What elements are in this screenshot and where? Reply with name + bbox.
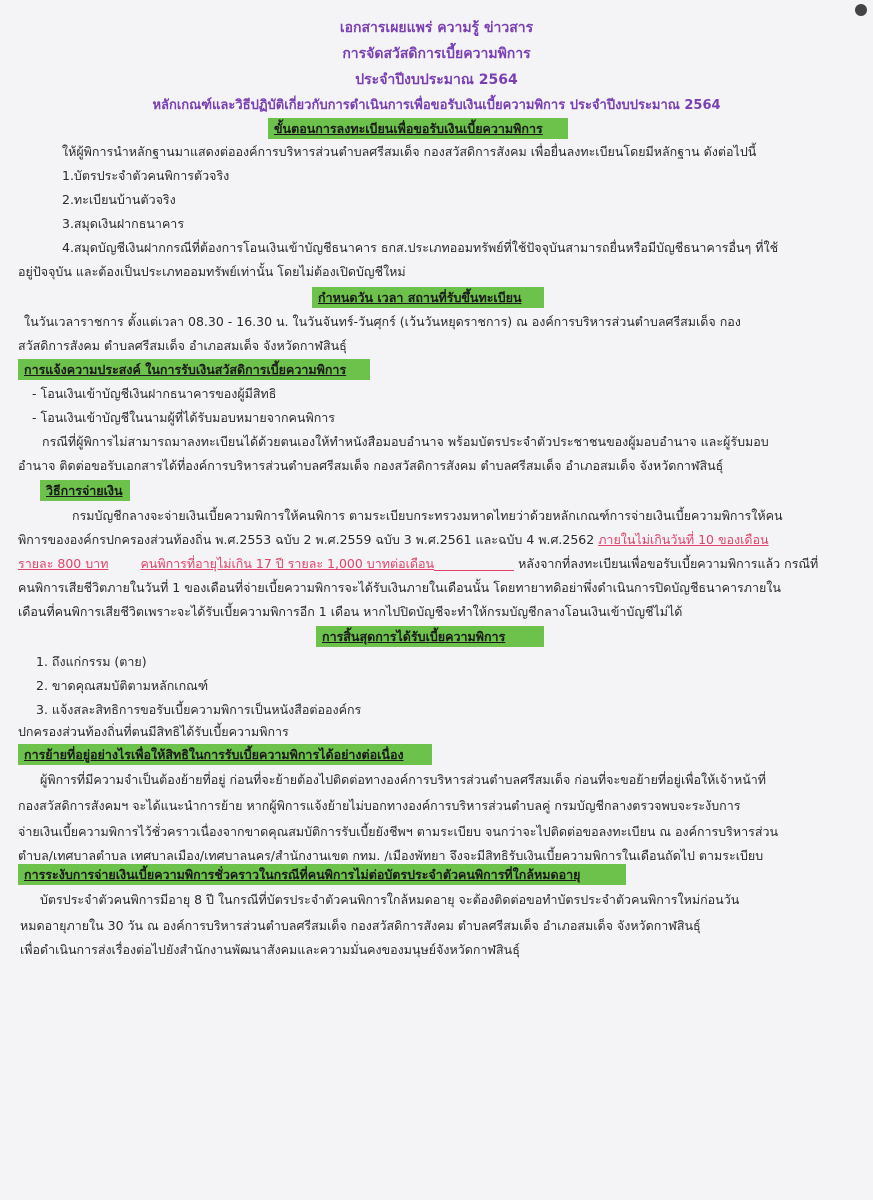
relocation-line-1: ผู้พิการที่มีความจำเป็นต้องย้ายที่อยู่ ก่อนที่จะย้ายต้องไปติดต่อทางองค์การบริหารส่วนตำบลศรีสมเด็จ ก่อนที่จะขอย้ายที่อยู่เพื่อให้เจ้าหน้าที่: [40, 772, 766, 787]
scan-mark: [855, 4, 867, 16]
underline-gap: [434, 558, 514, 571]
intent-line-2: อำนาจ ติดต่อขอรับเอกสารได้ที่องค์การบริหารส่วนตำบลศรีสมเด็จ กองสวัสดิการสังคม ตำบลศรีสมเด็จ อำเภอสมเด็จ จังหวัดกาฬสินธุ์: [18, 458, 724, 473]
payment-line-2: [18, 530, 863, 550]
relocation-line-2: กองสวัสดิการสังคมฯ จะได้แนะนำการย้าย หากผู้พิการแจ้งย้ายไม่บอกทางองค์การบริหารส่วนตำบลคู่ กรมบัญชีกลางตรวจพบจะระงับการ: [18, 798, 741, 813]
section-heading-termination: การสิ้นสุดการได้รับเบี้ยความพิการ: [316, 626, 544, 647]
register-intro: ให้ผู้พิการนำหลักฐานมาแสดงต่อองค์การบริหารส่วนตำบลศรีสมเด็จ กองสวัสดิการสังคม เพื่อยื่นลงทะเบียนโดยมีหลักฐาน ดังต่อไปนี้: [62, 144, 757, 159]
suspension-line-2: หมดอายุภายใน 30 วัน ณ องค์การบริหารส่วนตำบลศรีสมเด็จ กองสวัสดิการสังคม ตำบลศรีสมเด็จ อำเภอสมเด็จ จังหวัดกาฬสินธุ์: [20, 918, 701, 933]
termination-item: 1. ถึงแก่กรรม (ตาย): [36, 654, 147, 669]
payment-line-1: กรมบัญชีกลางจะจ่ายเงินเบี้ยความพิการให้คนพิการ ตามระเบียบกระทรวงมหาดไทยว่าด้วยหลักเกณฑ์การจ่ายเงินเบี้ยความพิการให้คน: [72, 508, 783, 523]
doc-title-line-2: การจัดสวัสดิการเบี้ยความพิการ: [342, 46, 531, 62]
relocation-line-4: ตำบล/เทศบาลตำบล เทศบาลเมือง/เทศบาลนคร/สำนักงานเขต กทม. /เมืองพัทยา จึงจะมีสิทธิรับเงินเบี้ยความพิการในเดือนถัดไป ตามระเบียบ: [18, 848, 764, 863]
payment-line-2-text: พิการขององค์กรปกครองส่วนท้องถิ่น พ.ศ.2553 ฉบับ 2 พ.ศ.2559 ฉบับ 3 พ.ศ.2561 และฉบับ 4 พ.ศ.2562: [18, 532, 595, 547]
section-heading-register: ขั้นตอนการลงทะเบียนเพื่อขอรับเงินเบี้ยความพิการ: [268, 118, 568, 139]
schedule-line-1: ในวันเวลาราชการ ตั้งแต่เวลา 08.30 - 16.30 น. ในวันจันทร์-วันศุกร์ (เว้นวันหยุดราชการ) ณ องค์การบริหารส่วนตำบลศรีสมเด็จ กอง: [24, 314, 741, 329]
termination-item: 3. แจ้งสละสิทธิการขอรับเบี้ยความพิการเป็นหนังสือต่อองค์กร: [36, 702, 362, 717]
payment-line-4: คนพิการเสียชีวิตภายในวันที่ 1 ของเดือนที่จ่ายเบี้ยความพิการจะได้รับเงินภายในเดือนนั้น โดยทายาทดิอย่าพึ่งดำเนินการปิดบัญชีธนาคารภายใน: [18, 580, 781, 595]
termination-item-continuation: ปกครองส่วนท้องถิ่นที่ตนมีสิทธิได้รับเบี้ยความพิการ: [18, 724, 289, 739]
termination-item: 2. ขาดคุณสมบัติตามหลักเกณฑ์: [36, 678, 209, 693]
relocation-line-3: จ่ายเงินเบี้ยความพิการไว้ชั่วคราวเนื่องจากขาดคุณสมบัติการรับเบี้ยยังชีพฯ ตามระเบียบ จนกว่าจะไปติดต่อขอลงทะเบียน ณ องค์การบริหารส่วน: [18, 824, 779, 839]
register-item: 4.สมุดบัญชีเงินฝากกรณีที่ต้องการโอนเงินเข้าบัญชีธนาคาร ธกส.ประเภทออมทรัพย์ที่ใช้ปัจจุบันสามารถยื่นหรือมีบัญชีธนาคารอื่นๆ ที่ใช้: [62, 240, 779, 255]
intent-line-1: กรณีที่ผู้พิการไม่สามารถมาลงทะเบียนได้ด้วยตนเองให้ทำหนังสือมอบอำนาจ พร้อมบัตรประจำตัวประชาชนของผู้มอบอำนาจ และผู้รับมอบ: [42, 434, 769, 449]
payment-line-5: เดือนที่คนพิการเสียชีวิตเพราะจะได้รับเบี้ยความพิการอีก 1 เดือน หากไปปิดบัญชีจะทำให้กรมบัญชีกลางโอนเงินเข้าบัญชีไม่ได้: [18, 604, 683, 619]
register-item: 3.สมุดเงินฝากธนาคาร: [62, 216, 185, 231]
section-heading-payment: วิธีการจ่ายเงิน: [40, 480, 130, 501]
payment-deadline-emphasis: ภายในไม่เกินวันที่ 10 ของเดือน: [598, 532, 769, 547]
payment-line-3: [18, 554, 863, 574]
suspension-line-3: เพื่อดำเนินการส่งเรื่องต่อไปยังสำนักงานพัฒนาสังคมและความมั่นคงของมนุษย์จังหวัดกาฬสินธุ์: [20, 942, 520, 957]
intent-item: - โอนเงินเข้าบัญชีในนามผู้ที่ได้รับมอบหมายจากคนพิการ: [32, 410, 336, 425]
register-item: 1.บัตรประจำตัวคนพิการตัวจริง: [62, 168, 230, 183]
section-heading-schedule: กำหนดวัน เวลา สถานที่รับขึ้นทะเบียน: [312, 287, 544, 308]
suspension-line-1: บัตรประจำตัวคนพิการมีอายุ 8 ปี ในกรณีที่บัตรประจำตัวคนพิการใกล้หมดอายุ จะต้องติดต่อขอทำบัตรประจำตัวคนพิการใหม่ก่อนวัน: [40, 892, 740, 907]
doc-subtitle: หลักเกณฑ์และวิธีปฏิบัติเกี่ยวกับการดำเนินการเพื่อขอรับเงินเบี้ยความพิการ ประจำปีงบประมาณ 2564: [152, 98, 721, 113]
section-heading-relocation: การย้ายที่อยู่อย่างไรเพื่อให้สิทธิในการรับเบี้ยความพิการได้อย่างต่อเนื่อง: [18, 744, 432, 765]
section-heading-suspension: การระงับการจ่ายเงินเบี้ยความพิการชั่วคราวในกรณีที่คนพิการไม่ต่อบัตรประจำตัวคนพิการที่ใกล้หมดอายุ: [18, 864, 626, 885]
schedule-line-2: สวัสดิการสังคม ตำบลศรีสมเด็จ อำเภอสมเด็จ จังหวัดกาฬสินธุ์: [18, 338, 347, 353]
payment-line-3-text: หลังจากที่ลงทะเบียนเพื่อขอรับเบี้ยความพิการแล้ว กรณีที่: [518, 556, 819, 571]
section-heading-intent: การแจ้งความประสงค์ ในการรับเงินสวัสดิการเบี้ยความพิการ: [18, 359, 370, 380]
payment-youth-amount-emphasis: คนพิการที่อายุไม่เกิน 17 ปี รายละ 1,000 บาทต่อเดือน: [140, 556, 435, 571]
register-item: 2.ทะเบียนบ้านตัวจริง: [62, 192, 176, 207]
doc-title-line-1: เอกสารเผยแพร่ ความรู้ ข่าวสาร: [339, 20, 534, 36]
intent-item: - โอนเงินเข้าบัญชีเงินฝากธนาคารของผู้มีสิทธิ: [32, 386, 277, 401]
payment-amount-emphasis: รายละ 800 บาท: [18, 556, 109, 571]
doc-title-line-3: ประจำปีงบประมาณ 2564: [355, 72, 518, 88]
register-item-continuation: อยู่ปัจจุบัน และต้องเป็นประเภทออมทรัพย์เท่านั้น โดยไม่ต้องเปิดบัญชีใหม่: [18, 264, 406, 279]
